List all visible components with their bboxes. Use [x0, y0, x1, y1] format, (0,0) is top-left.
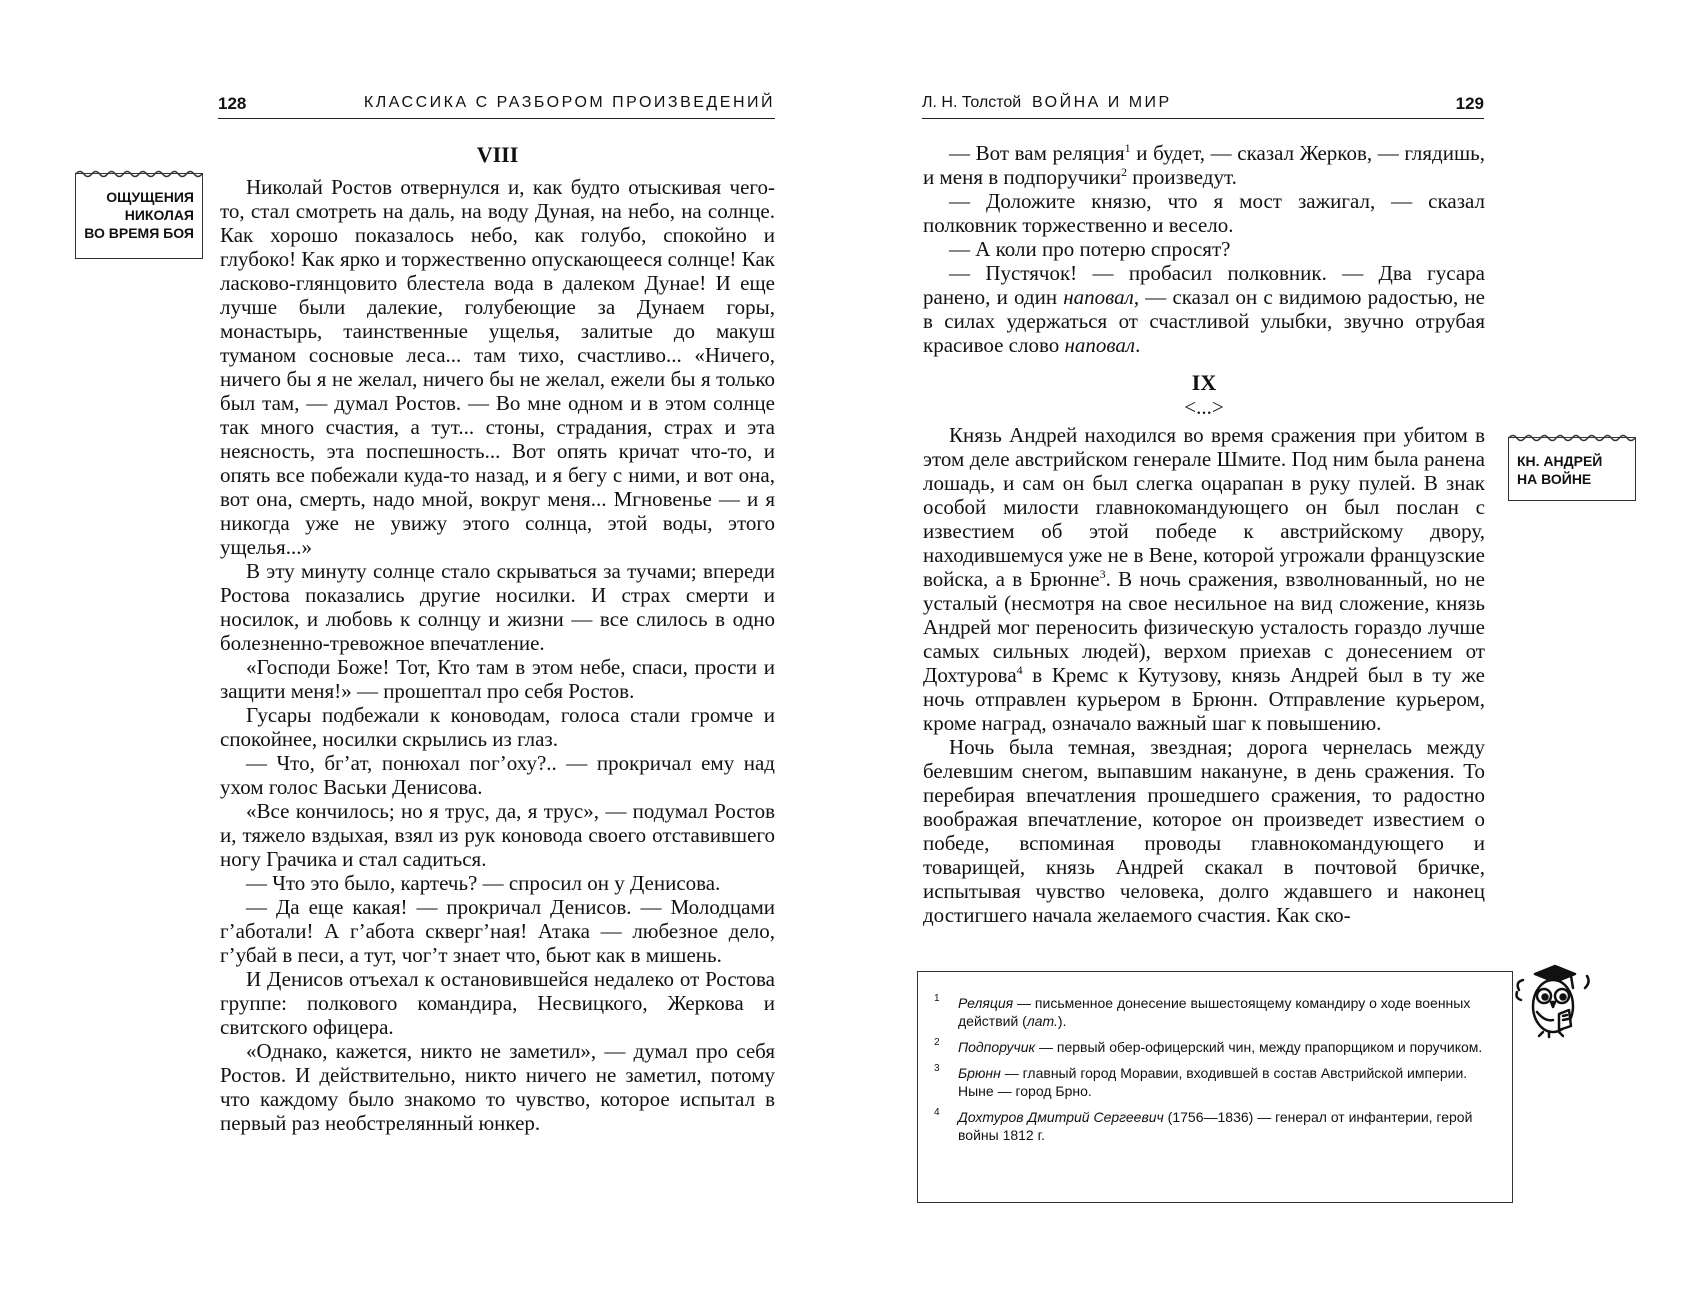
footnote: 2 Подпоручик — первый обер-офицерский чин, между прапорщиком и поручиком. [934, 1038, 1494, 1056]
chapter-heading: VIII [476, 142, 519, 167]
footnote: 3 Брюнн — главный город Моравии, входившей в состав Австрийской империи. Ныне — город Брно. [934, 1064, 1494, 1100]
footnote: 1 Реляция — письменное донесение вышестоящему командиру о ходе военных действий (лат.). [934, 994, 1494, 1030]
footnote: 4 Дохтуров Дмитрий Сергеевич (1756—1836) — генерал от инфантерии, герой войны 1812 г. [934, 1108, 1494, 1144]
sidenote-line: ОЩУЩЕНИЯ [106, 189, 194, 205]
paragraph: — Вот вам реляция$^1$ и будет, — сказал Жерков, — глядишь, и меня в подпоручики$^2$ произведут. [923, 141, 1485, 189]
sidenote-nikolai [75, 173, 203, 259]
paragraph: — Доложите князю, что я мост зажигал, — сказал полковник торжественно и весело. [923, 189, 1485, 237]
sidenote-wave-border [76, 168, 202, 180]
footnote-ref[interactable]: 2 [1120, 165, 1127, 179]
paragraph: В эту минуту солнце стало скрываться за тучами; впереди Ростова показались другие носилки. И страх смерти и носилок, и любовь к солнцу и жизни — все слилось в одно болезненно-тревожное впечатление. [220, 559, 775, 655]
footnote-number: 2 [934, 1037, 940, 1048]
footnote-number: 4 [934, 1107, 940, 1118]
paragraph: И Денисов отъехал к остановившейся недалеко от Ростова группе: полкового командира, Несвицкого, Жеркова и свитского офицера. [220, 967, 775, 1039]
paragraph: Ночь была темная, звездная; дорога чернелась между белевшим снегом, выпавшим накануне, в день сражения. То перебирая впечатления прошедшего сражения, то радостно воображая впечатление, которое он произведет известием о победе, вспоминая проводы главнокомандующего и товарищей, князь Андрей скакал в почтовой бричке, испытывая чувство человека, долго ждавшего и наконец достигшего начала желаемого счастия. Как ско- [923, 735, 1485, 927]
sidenote-line: НИКОЛАЯ [124, 207, 194, 223]
paragraph: — Что, бг’ат, понюхал пог’оху?.. — прокричал ему над ухом голос Васьки Денисова. [220, 751, 775, 799]
sidenote-wave-border [1509, 432, 1635, 444]
left-page-header [218, 92, 775, 119]
left-body-text [220, 142, 775, 1135]
footnote-ref[interactable]: 1 [1124, 141, 1131, 155]
right-page [845, 0, 1690, 1312]
paragraph: — А коли про потерю спросят? [949, 237, 1231, 261]
chapter-heading: IX [1191, 370, 1217, 395]
sidenote-line: ВО ВРЕМЯ БОЯ [84, 225, 194, 241]
paragraph: Гусары подбежали к коноводам, голоса стали громче и спокойнее, носилки скрылись из глаз. [220, 703, 775, 751]
paragraph: «Господи Боже! Тот, Кто там в этом небе, спаси, прости и защити меня!» — прошептал про себя Ростов. [220, 655, 775, 703]
left-running-title: КЛАССИКА С РАЗБОРОМ ПРОИЗВЕДЕНИЙ [363, 94, 775, 111]
paragraph: Николай Ростов отвернулся и, как будто отыскивая чего-то, стал смотреть на даль, на воду Дуная, на небо, на солнце. Как хорошо показалось небо, как голубо, спокойно и глубоко! Как ярко и торжественно опускающееся солнце! Как ласково-глянцовито блестела вода в далеком Дунае! И еще лучше были далекие, голубеющие за Дунаем горы, монастырь, таинственные ущелья, залитые до макуш туманом сосновые леса... там тихо, счастливо... «Ничего, ничего бы я не желал, ничего бы не желал, ежели бы я только был там, — думал Ростов. — Во мне одном и в этом солнце так много счастия, а тут... стоны, страдания, страх и эта неясность, эта поспешность... Вот опять кричат что-то, и опять все побежали куда-то назад, и я бегу с ними, и вот она, вот она, смерть, надо мной, вокруг меня... Мгновенье — и я никогда уже не увижу этого солнца, этой воды, этого ущелья...» [220, 175, 775, 559]
book-author: Л. Н. Толстой [922, 94, 1022, 111]
footnote-number: 1 [934, 993, 940, 1004]
paragraph: — Да еще какая! — прокричал Денисов. — Молодцами г’аботали! А г’абота скверг’ная! Атака — любезное дело, г’убай в песи, а тут, чог’т знает что, бьют как в мишень. [220, 895, 775, 967]
sidenote-line: НА ВОЙНЕ [1517, 471, 1592, 487]
right-running-title: ВОЙНА И МИР [1032, 94, 1172, 111]
sidenote-line: КН. АНДРЕЙ [1517, 453, 1603, 469]
paragraph: «Все кончилось; но я трус, да, я трус», — подумал Ростов и, тяжело вздыхая, взял из рук коновода своего отставившего ногу Грачика и стал садиться. [220, 799, 775, 871]
footnote-ref[interactable]: 4 [1016, 663, 1023, 677]
paragraph: — Что это было, картечь? — спросил он у Денисова. [246, 871, 721, 895]
paragraph: — Пустячок! — пробасил полковник. — Два гусара ранено, и один наповал, — сказал он с видимою радостью, не в силах удержаться от счастливой улыбки, звучно отрубая красивое слово наповал. [923, 261, 1485, 357]
paragraph: «Однако, кажется, никто не заметил», — думал про себя Ростов. И действительно, никто ничего не заметил, потому что каждому было знакомо то чувство, которое испытал в первый раз необстрелянный юнкер. [220, 1039, 775, 1135]
footnotes-box [917, 971, 1513, 1203]
right-body-text [923, 141, 1485, 927]
right-page-header [922, 92, 1484, 119]
footnote-ref[interactable]: 3 [1099, 567, 1106, 581]
sidenote-andrei [1508, 437, 1636, 501]
omission-mark: <...> [1184, 395, 1224, 419]
right-page-number: 129 [1455, 94, 1484, 113]
footnote-number: 3 [934, 1063, 940, 1074]
owl-scholar-icon [1513, 960, 1595, 1042]
paragraph: Князь Андрей находился во время сражения при убитом в этом деле австрийском генерале Шмите. Под ним была ранена лошадь, и сам он был слегка оцарапан в руку пулей. В знак особой милости главнокомандующего он был послан с известием об этой победе к австрийскому двору, находившемуся уже не в Вене, которой угрожали французские войска, а в Брюнне$^3$. В ночь сражения, взволнованный, но не усталый (несмотря на свое несильное на вид сложение, князь Андрей мог переносить физическую усталость гораздо лучше самых сильных людей), верхом приехав с донесением от Дохтурова$^4$ в Кремс к Кутузову, князь Андрей был в ту же ночь отправлен курьером в Брюнн. Отправление курьером, кроме наград, означало важный шаг к повышению. [923, 423, 1485, 735]
left-page-number: 128 [218, 94, 247, 113]
